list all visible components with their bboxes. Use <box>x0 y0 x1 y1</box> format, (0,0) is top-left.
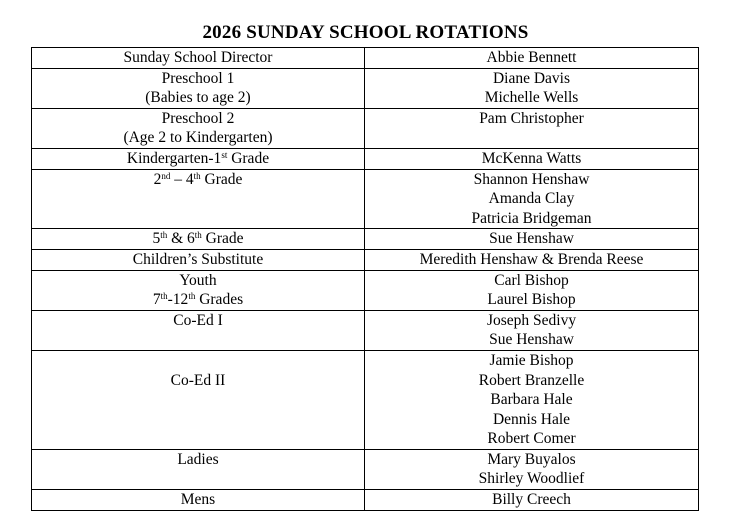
table-row <box>32 169 699 229</box>
role-text: Children’s Substitute <box>132 250 264 268</box>
role-cell <box>32 249 365 270</box>
role-text: Grades <box>195 291 244 309</box>
teacher-name: Billy Creech <box>492 491 571 509</box>
rotation-table-body <box>32 48 699 511</box>
teacher-name: Michelle Wells <box>484 89 579 107</box>
ordinal-suffix: th <box>188 291 196 302</box>
names-cell <box>365 490 699 511</box>
role-label-line <box>32 351 364 371</box>
table-row <box>32 310 699 350</box>
teacher-name: Jamie Bishop <box>489 351 574 369</box>
role-label-line <box>32 149 364 169</box>
teacher-name: Meredith Henshaw & Brenda Reese <box>419 250 644 268</box>
role-label-line <box>32 88 364 108</box>
teacher-name: Pam Christopher <box>479 109 584 127</box>
role-label-line <box>32 109 364 129</box>
role-label-line <box>32 450 364 470</box>
role-text: & 6 <box>167 230 195 248</box>
role-text: Kindergarten-1 <box>126 149 222 167</box>
table-row <box>32 148 699 169</box>
role-text: – 4 <box>170 170 194 188</box>
role-label-line <box>32 290 364 310</box>
role-label-line <box>32 128 364 148</box>
names-cell <box>365 310 699 350</box>
role-cell <box>32 270 365 310</box>
names-cell <box>365 449 699 489</box>
teacher-name: Mary Buyalos <box>487 450 576 468</box>
ordinal-suffix: nd <box>161 170 171 181</box>
teacher-name: Robert Comer <box>487 430 576 448</box>
table-row <box>32 229 699 250</box>
ordinal-suffix: st <box>221 149 228 160</box>
ordinal-suffix: th <box>160 230 168 241</box>
role-text: 5 <box>152 230 161 248</box>
names-cell <box>365 48 699 69</box>
names-cell <box>365 108 699 148</box>
teacher-name: Robert Branzelle <box>478 371 585 389</box>
teacher-name: Diane Davis <box>492 69 571 87</box>
role-text: Co-Ed I <box>173 311 223 329</box>
teacher-name: McKenna Watts <box>481 149 582 167</box>
role-cell <box>32 490 365 511</box>
names-cell <box>365 270 699 310</box>
ordinal-suffix: th <box>160 291 168 302</box>
role-cell <box>32 148 365 169</box>
teacher-name: Patricia Bridgeman <box>471 209 592 227</box>
role-text: Co-Ed II <box>170 371 226 389</box>
role-text: Grade <box>200 170 243 188</box>
teacher-name: Joseph Sedivy <box>486 311 577 329</box>
role-text: (Age 2 to Kindergarten) <box>123 129 273 147</box>
names-cell <box>365 249 699 270</box>
role-cell <box>32 449 365 489</box>
role-text: Grade <box>227 149 270 167</box>
role-label-line <box>32 48 364 68</box>
names-cell <box>365 169 699 229</box>
role-cell <box>32 229 365 250</box>
teacher-name: Shirley Woodlief <box>478 470 585 488</box>
role-label-line <box>32 490 364 510</box>
ordinal-suffix: th <box>193 170 201 181</box>
table-row <box>32 68 699 108</box>
page-title: 2026 SUNDAY SCHOOL ROTATIONS <box>202 22 529 43</box>
teacher-name: Laurel Bishop <box>487 291 576 309</box>
role-label-line <box>32 69 364 89</box>
role-text: Preschool 2 <box>161 109 235 127</box>
role-cell <box>32 48 365 69</box>
role-text: Mens <box>180 491 216 509</box>
table-row <box>32 48 699 69</box>
names-cell <box>365 229 699 250</box>
role-cell <box>32 68 365 108</box>
ordinal-suffix: th <box>194 230 202 241</box>
role-text: Ladies <box>177 450 219 468</box>
teacher-name: Barbara Hale <box>490 391 573 409</box>
teacher-name: Abbie Bennett <box>486 49 577 66</box>
role-cell <box>32 108 365 148</box>
role-cell <box>32 310 365 350</box>
teacher-name: Dennis Hale <box>492 410 571 428</box>
table-row <box>32 108 699 148</box>
teacher-name: Sue Henshaw <box>489 230 574 248</box>
role-text: Preschool 1 <box>161 69 235 87</box>
role-text: Sunday School Director <box>123 49 273 66</box>
role-label-line <box>32 229 364 249</box>
names-cell <box>365 350 699 449</box>
teacher-name: Carl Bishop <box>494 271 569 289</box>
teacher-name: Amanda Clay <box>488 190 575 208</box>
rotation-table <box>31 47 699 511</box>
role-cell <box>32 350 365 449</box>
role-label-line <box>32 371 364 391</box>
role-label-line <box>32 271 364 291</box>
names-cell <box>365 68 699 108</box>
table-row <box>32 449 699 489</box>
names-cell <box>365 148 699 169</box>
role-label-line <box>32 170 364 190</box>
teacher-name: Sue Henshaw <box>489 331 574 349</box>
role-label-line <box>32 250 364 270</box>
role-text: 7 <box>152 291 161 309</box>
role-text: Youth <box>179 271 217 289</box>
role-label-line <box>32 311 364 331</box>
table-row <box>32 249 699 270</box>
teacher-name: Shannon Henshaw <box>473 170 590 188</box>
role-text: -12 <box>167 291 189 309</box>
role-cell <box>32 169 365 229</box>
role-text: 2 <box>153 170 162 188</box>
role-text: Grade <box>201 230 244 248</box>
role-text: (Babies to age 2) <box>145 89 251 107</box>
table-row <box>32 350 699 449</box>
table-row <box>32 490 699 511</box>
table-row <box>32 270 699 310</box>
